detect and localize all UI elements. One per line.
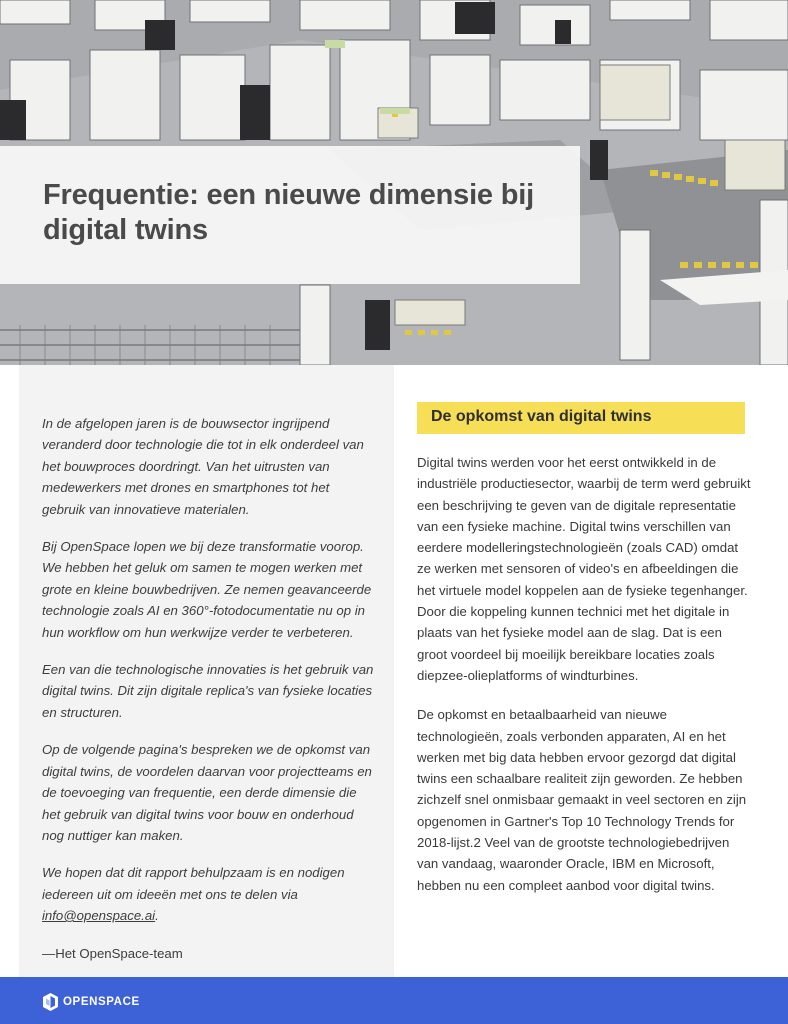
intro-paragraph: Bij OpenSpace lopen we bij deze transformatie voorop. We hebben het geluk om samen te mogen werken met grote en kleine bouwbedrijven. Ze nemen geavanceerde technologie zoals AI en 360°-fotodocumentatie nu op in hun workflow om hun werkwijze verder te verbeteren. [42,539,372,640]
article-paragraph: De opkomst en betaalbaarheid van nieuwe technologieën, zoals verbonden apparaten, AI en het werken met big data hebben ervoor gezorgd dat digital twins een schaalbare realiteit zijn geworden. Ze hebben zichzelf snel onmisbaar gemaakt in veel sectoren en zijn opgenomen in Gartner's Top 10 Technology Trends for 2018-lijst.2 Veel van de grootste technologiebedrijven van vandaag, waaronder Oracle, IBM en Microsoft, hebben nu een compleet aanbod voor digital twins. [417,707,747,893]
article-body [417,452,753,914]
openspace-cube-icon [43,993,58,1011]
section-heading-highlight [417,402,745,434]
intro-text [42,413,376,980]
footer-bar [0,977,788,1024]
article-paragraph: Digital twins werden voor het eerst ontwikkeld in de industriële productiesector, waarbij de term werd gebruikt een beschrijving te geven van de digitale representatie van een fysieke machine. Digital twins verschillen van eerdere modelleringstechnologieën (zoals CAD) omdat ze werken met sensoren of video's en afbeeldingen die het virtuele model koppelen aan de fysieke tegenhanger. Door die koppeling kunnen technici met het digitale in plaats van het fysieke model aan de slag. Dat is een groot voordeel bij moeilijk bereikbare locaties zoals diepzee-olieplatforms of windturbines. [417,455,751,683]
closing-punctuation: . [155,908,159,924]
intro-panel [19,365,394,977]
section-heading: De opkomst van digital twins [431,408,652,425]
intro-closing [42,862,376,926]
intro-paragraph: Een van die technologische innovaties is het gebruik van digital twins. Dit zijn digitale replica's van fysieke locaties en structuren. [42,662,374,720]
intro-paragraph: In de afgelopen jaren is de bouwsector ingrijpend veranderd door technologie die tot in elk onderdeel van het bouwproces doordringt. Van het uitrusten van medewerkers met drones en smartphones tot het gebruik van innovatieve materialen. [42,416,364,517]
signature: —Het OpenSpace-team [42,945,183,961]
page-title: Frequentie: een nieuwe dimensie bij digital twins [43,179,534,246]
email-link[interactable]: info@openspace.ai [42,908,156,924]
closing-text: We hopen dat dit rapport behulpzaam is en nodigen iedereen uit om ideeën met ons te delen via [42,865,345,902]
intro-paragraph: Op de volgende pagina's bespreken we de opkomst van digital twins, de voordelen daarvan voor projectteams en de toevoeging van frequentie, een derde dimensie die het gebruik van digital twins voor bouw en onderhoud nog nuttiger kan maken. [42,742,372,843]
brand-name: OPENSPACE [63,996,140,1008]
openspace-logo[interactable] [43,993,140,1011]
